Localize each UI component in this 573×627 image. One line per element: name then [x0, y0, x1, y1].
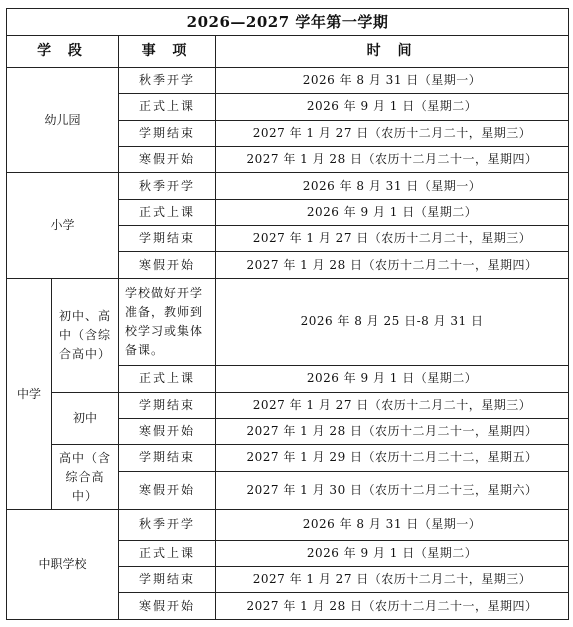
table-title: 2026—2027 学年第一学期	[7, 9, 569, 36]
event-time: 2026 年 8 月 31 日（星期一）	[216, 173, 569, 199]
header-stage: 学 段	[7, 36, 119, 67]
event-item: 正式上课	[119, 366, 216, 392]
school-calendar-table	[6, 8, 569, 620]
event-time: 2027 年 1 月 28 日（农历十二月二十一，星期四）	[216, 252, 569, 278]
event-time: 2027 年 1 月 27 日（农历十二月二十，星期三）	[216, 392, 569, 418]
event-item: 学期结束	[119, 392, 216, 418]
event-time: 2026 年 9 月 1 日（星期二）	[216, 540, 569, 566]
event-time: 2027 年 1 月 27 日（农历十二月二十，星期三）	[216, 120, 569, 146]
event-item: 正式上课	[119, 540, 216, 566]
event-item-prep: 学校做好开学准备，教师到校学习或集体备课。	[119, 278, 216, 365]
event-item: 寒假开始	[119, 593, 216, 620]
event-time: 2026 年 9 月 1 日（星期二）	[216, 199, 569, 225]
event-item: 学期结束	[119, 567, 216, 593]
event-item: 秋季开学	[119, 67, 216, 93]
event-item: 正式上课	[119, 199, 216, 225]
event-time: 2027 年 1 月 28 日（农历十二月二十一，星期四）	[216, 593, 569, 620]
event-item: 秋季开学	[119, 173, 216, 199]
stage-middle: 中学	[7, 278, 52, 509]
event-time: 2027 年 1 月 27 日（农历十二月二十，星期三）	[216, 567, 569, 593]
event-item: 学期结束	[119, 445, 216, 471]
event-item: 正式上课	[119, 94, 216, 120]
event-time: 2027 年 1 月 30 日（农历十二月二十三，星期六）	[216, 471, 569, 510]
stage-primary: 小学	[7, 173, 119, 279]
stage-kindergarten: 幼儿园	[7, 67, 119, 173]
event-item: 学期结束	[119, 120, 216, 146]
event-item: 寒假开始	[119, 471, 216, 510]
event-item: 寒假开始	[119, 146, 216, 172]
substage-junior: 初中	[52, 392, 119, 445]
stage-vocational: 中职学校	[7, 510, 119, 620]
event-time: 2027 年 1 月 28 日（农历十二月二十一，星期四）	[216, 146, 569, 172]
event-time: 2026 年 8 月 25 日-8 月 31 日	[216, 278, 569, 365]
event-time: 2027 年 1 月 28 日（农历十二月二十一，星期四）	[216, 418, 569, 444]
event-item: 寒假开始	[119, 252, 216, 278]
event-item: 学期结束	[119, 226, 216, 252]
header-item: 事 项	[119, 36, 216, 67]
event-time: 2026 年 9 月 1 日（星期二）	[216, 366, 569, 392]
event-item: 寒假开始	[119, 418, 216, 444]
substage-senior: 高中（含综合高中）	[52, 445, 119, 510]
event-time: 2026 年 9 月 1 日（星期二）	[216, 94, 569, 120]
event-item: 秋季开学	[119, 510, 216, 540]
event-time: 2026 年 8 月 31 日（星期一）	[216, 510, 569, 540]
substage-junior-senior: 初中、高中（含综合高中）	[52, 278, 119, 392]
event-time: 2026 年 8 月 31 日（星期一）	[216, 67, 569, 93]
event-time: 2027 年 1 月 29 日（农历十二月二十二，星期五）	[216, 445, 569, 471]
header-time: 时 间	[216, 36, 569, 67]
event-time: 2027 年 1 月 27 日（农历十二月二十，星期三）	[216, 226, 569, 252]
